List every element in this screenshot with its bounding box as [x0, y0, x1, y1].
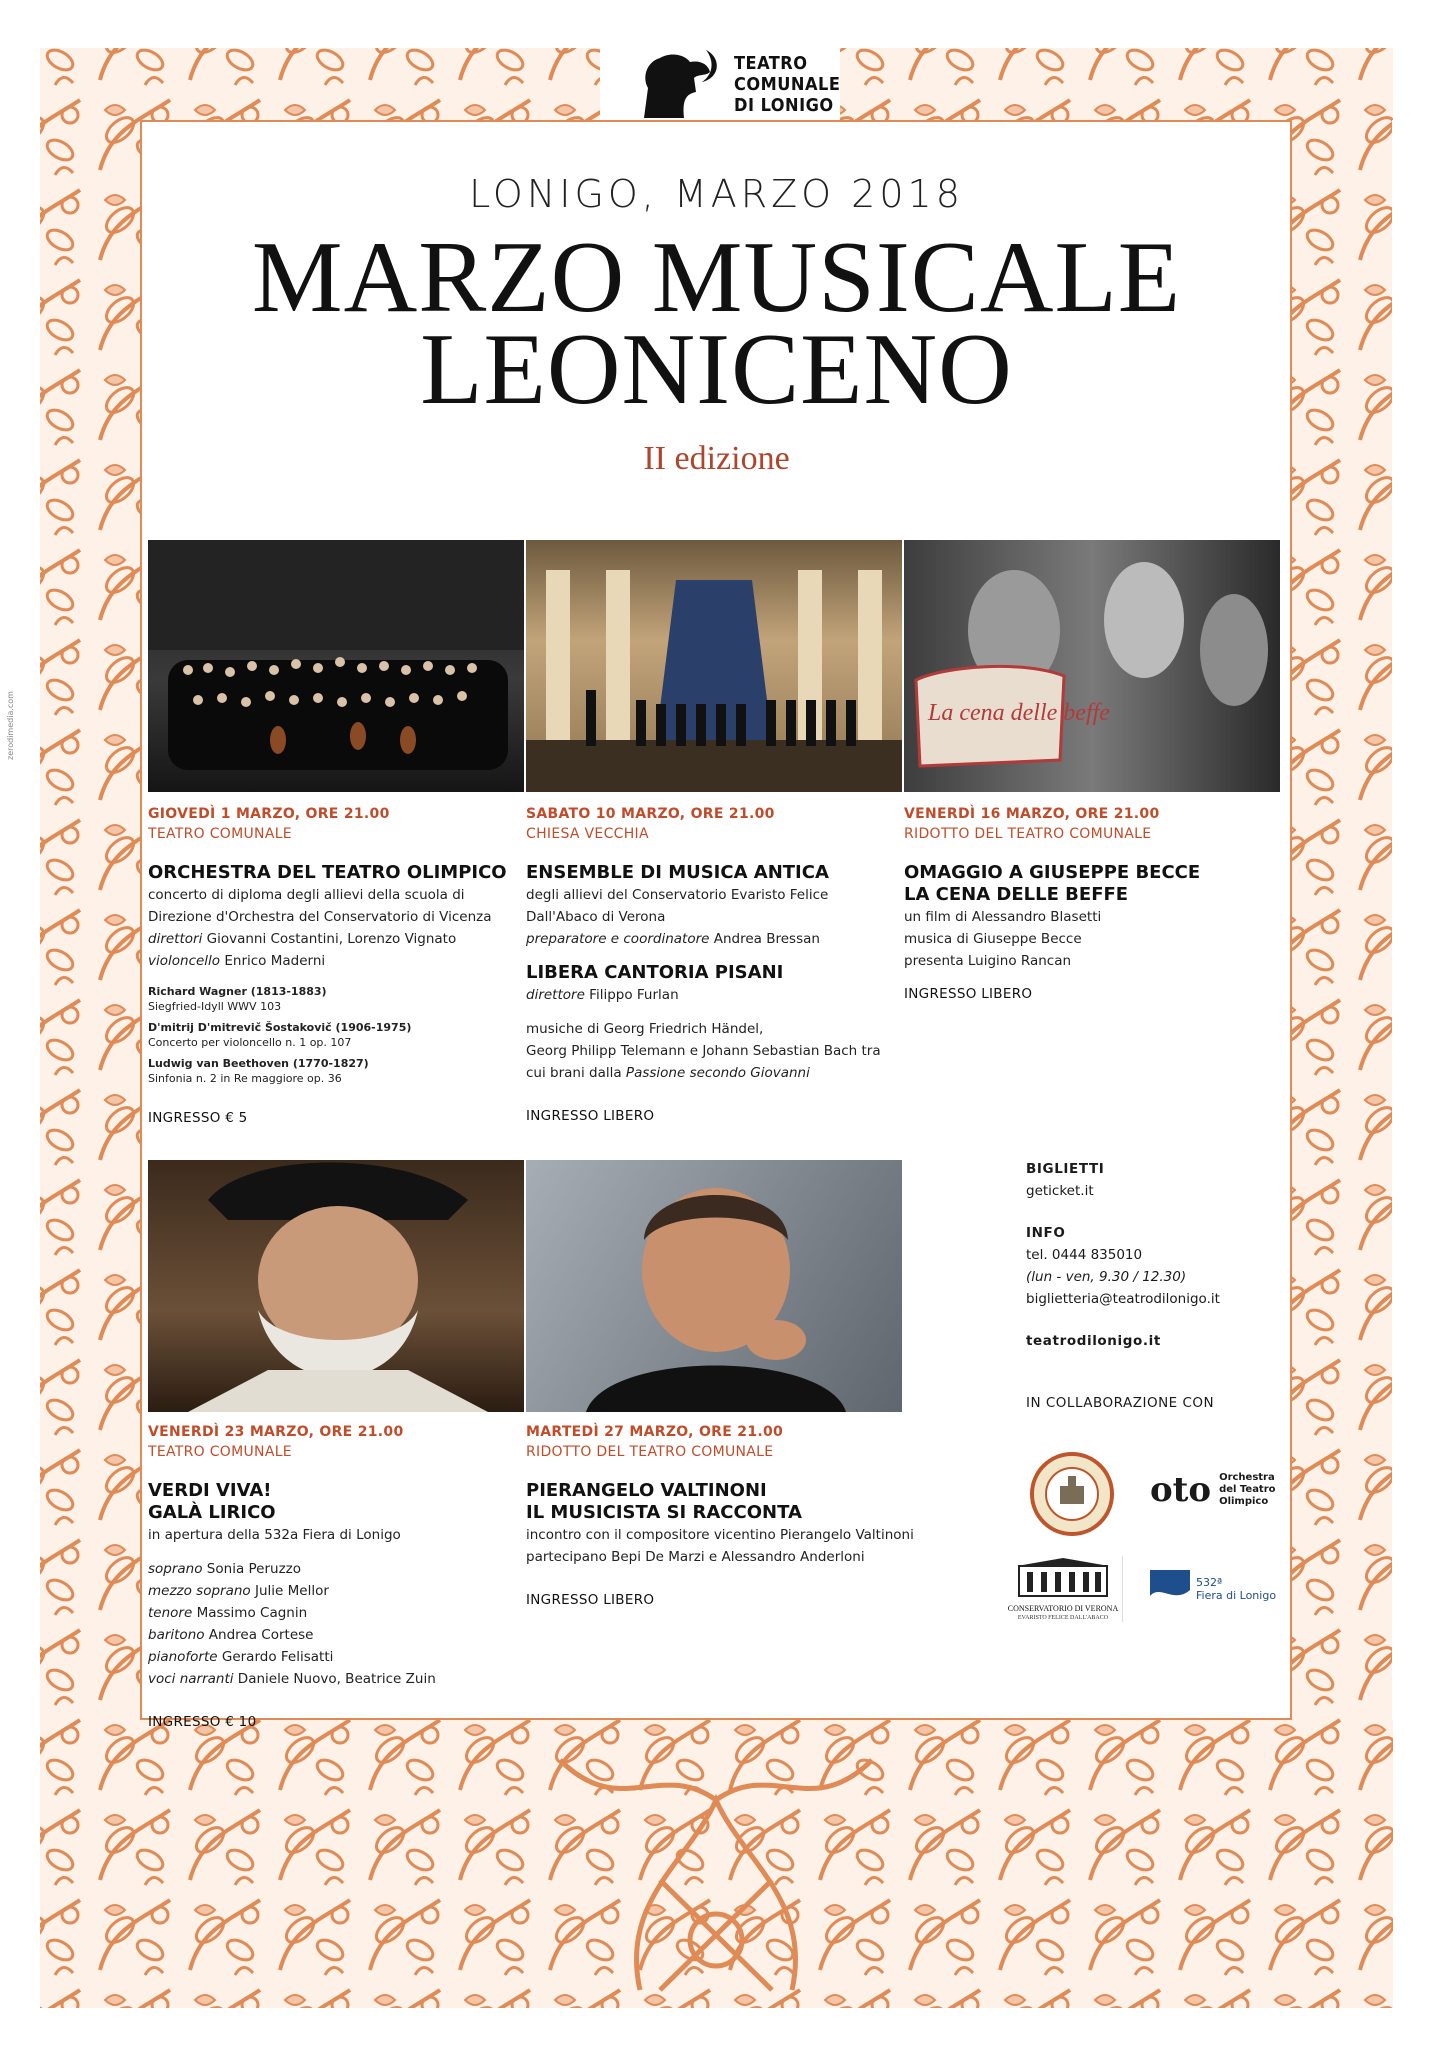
- cast-name: Gerardo Felisatti: [217, 1649, 334, 1665]
- title-line-1: MARZO MUSICALE: [251, 221, 1182, 334]
- cast-name: Julie Mellor: [250, 1583, 329, 1599]
- oto-line: del Teatro: [1219, 1484, 1276, 1495]
- info-sidebar: [1026, 1158, 1286, 1414]
- event-desc: concerto di diploma degli allievi della scuola di: [148, 887, 465, 903]
- logo-line-1: TEATRO: [734, 52, 808, 74]
- biglietti-label: BIGLIETTI: [1026, 1161, 1105, 1177]
- event-venue: TEATRO COMUNALE: [148, 1444, 292, 1460]
- event-desc: Dall'Abaco di Verona: [526, 909, 666, 925]
- event-title: LA CENA DELLE BEFFE: [904, 884, 1129, 905]
- music-line: Georg Philipp Telemann e Johann Sebastian Bach tra: [526, 1043, 881, 1059]
- subtitle: LONIGO, MARZO 2018: [469, 172, 964, 216]
- film-poster-photo: [904, 540, 1280, 792]
- website-link[interactable]: teatrodilonigo.it: [1026, 1333, 1161, 1349]
- fiera-lonigo-logo: [1150, 1570, 1276, 1608]
- fiera-line: 532ª: [1196, 1576, 1223, 1589]
- composer: Richard Wagner (1813-1883): [148, 985, 327, 998]
- event-date: MARTEDÌ 27 MARZO, ORE 21.00: [526, 1424, 784, 1440]
- event-title: VERDI VIVA!: [148, 1480, 272, 1501]
- event-ingresso: INGRESSO LIBERO: [526, 1108, 655, 1124]
- oto-line: Olimpico: [1219, 1496, 1269, 1507]
- edition: II edizione: [643, 440, 790, 477]
- event-title: ENSEMBLE DI MUSICA ANTICA: [526, 862, 829, 883]
- event-ingresso: INGRESSO LIBERO: [526, 1592, 655, 1608]
- event-date: GIOVEDÌ 1 MARZO, ORE 21.00: [148, 806, 390, 822]
- cast-role: voci narranti: [148, 1671, 234, 1687]
- music-line: cui brani dalla: [526, 1065, 626, 1081]
- oto-mark: oto: [1150, 1470, 1212, 1510]
- church-photo: [526, 540, 902, 792]
- verona-line: CONSERVATORIO DI VERONA: [1007, 1604, 1119, 1613]
- conservatorio-verona-logo: [1004, 1556, 1123, 1622]
- event-date: VENERDÌ 16 MARZO, ORE 21.00: [904, 806, 1160, 822]
- cast-role: baritono: [148, 1627, 205, 1643]
- event-card-1: [148, 806, 518, 1126]
- event-ingresso: INGRESSO LIBERO: [904, 986, 1033, 1002]
- event-title: ORCHESTRA DEL TEATRO OLIMPICO: [148, 862, 507, 883]
- event-title: IL MUSICISTA SI RACCONTA: [526, 1502, 802, 1523]
- event-desc: presenta Luigino Rancan: [904, 953, 1072, 969]
- event-ingresso: INGRESSO € 5: [148, 1110, 248, 1126]
- office-hours: (lun - ven, 9.30 / 12.30): [1026, 1269, 1187, 1285]
- event-ingresso: INGRESSO € 10: [148, 1714, 257, 1730]
- role-value: Filippo Furlan: [584, 987, 679, 1003]
- phone: tel. 0444 835010: [1026, 1247, 1143, 1263]
- music-line: musiche di Georg Friedrich Händel,: [526, 1021, 764, 1037]
- event-venue: CHIESA VECCHIA: [526, 826, 649, 842]
- cast-role: pianoforte: [148, 1649, 218, 1665]
- conservatorio-vicenza-seal-icon: [1030, 1452, 1114, 1536]
- poster-caption: La cena delle beffe: [928, 700, 1110, 726]
- event-venue: RIDOTTO DEL TEATRO COMUNALE: [904, 826, 1152, 842]
- oto-line: Orchestra: [1219, 1472, 1275, 1483]
- role-value: Enrico Maderni: [220, 953, 326, 969]
- logo-line-2: COMUNALE: [734, 73, 841, 95]
- event-title: OMAGGIO A GIUSEPPE BECCE: [904, 862, 1201, 883]
- collab-label: IN COLLABORAZIONE CON: [1026, 1395, 1215, 1411]
- role-value: Giovanni Costantini, Lorenzo Vignato: [202, 931, 457, 947]
- verdi-portrait: [148, 1160, 524, 1412]
- cast-role: mezzo soprano: [148, 1583, 251, 1599]
- role-label: direttori: [148, 931, 203, 947]
- cast-name: Massimo Cagnin: [192, 1605, 308, 1621]
- event-card-3: [904, 806, 1284, 1002]
- composer: D'mitrij D'mitrevič Šostakovič (1906-1975): [148, 1021, 412, 1034]
- role-label: preparatore e coordinatore: [526, 931, 710, 947]
- oto-logo: [1150, 1470, 1276, 1510]
- event-date: VENERDÌ 23 MARZO, ORE 21.00: [148, 1424, 404, 1440]
- credit: zerodimedia.com: [6, 691, 15, 760]
- event-card-4: [148, 1424, 528, 1730]
- orchestra-photo: [148, 540, 524, 792]
- theatre-logo: [636, 48, 840, 120]
- role-value: Andrea Bressan: [709, 931, 820, 947]
- work: Sinfonia n. 2 in Re maggiore op. 36: [148, 1072, 342, 1085]
- fiera-line: Fiera di Lonigo: [1196, 1589, 1277, 1602]
- building-icon: [1015, 1556, 1111, 1600]
- event-venue: RIDOTTO DEL TEATRO COMUNALE: [526, 1444, 774, 1460]
- composer: Ludwig van Beethoven (1770-1827): [148, 1057, 369, 1070]
- biglietti-link[interactable]: geticket.it: [1026, 1183, 1094, 1199]
- wave-icon: [1150, 1570, 1190, 1608]
- cast-name: Daniele Nuovo, Beatrice Zuin: [233, 1671, 436, 1687]
- event-title: GALÀ LIRICO: [148, 1502, 276, 1523]
- page-title: [0, 221, 1433, 426]
- cast-role: tenore: [148, 1605, 193, 1621]
- music-work: Passione secondo Giovanni: [625, 1065, 810, 1081]
- title-line-2: LEONICENO: [420, 313, 1013, 426]
- info-label: INFO: [1026, 1225, 1066, 1241]
- event-title-2: LIBERA CANTORIA PISANI: [526, 962, 784, 983]
- event-desc: Direzione d'Orchestra del Conservatorio di Vicenza: [148, 909, 492, 925]
- cast-name: Andrea Cortese: [204, 1627, 314, 1643]
- lion-logo-icon: [636, 48, 722, 120]
- event-desc: in apertura della 532a Fiera di Lonigo: [148, 1527, 401, 1543]
- valtinoni-portrait: [526, 1160, 902, 1412]
- event-desc: partecipano Bepi De Marzi e Alessandro Anderloni: [526, 1549, 865, 1565]
- verona-line: EVARISTO FELICE DALL'ABACO: [1017, 1615, 1109, 1621]
- event-card-5: [526, 1424, 946, 1608]
- role-label: direttore: [526, 987, 585, 1003]
- cast-role: soprano: [148, 1561, 203, 1577]
- event-title: PIERANGELO VALTINONI: [526, 1480, 767, 1501]
- event-desc: incontro con il compositore vicentino Pierangelo Valtinoni: [526, 1527, 914, 1543]
- event-card-2: [526, 806, 906, 1124]
- email-link[interactable]: biglietteria@teatrodilonigo.it: [1026, 1291, 1220, 1307]
- event-venue: TEATRO COMUNALE: [148, 826, 292, 842]
- event-desc: degli allievi del Conservatorio Evaristo Felice: [526, 887, 829, 903]
- event-date: SABATO 10 MARZO, ORE 21.00: [526, 806, 775, 822]
- role-label: violoncello: [148, 953, 221, 969]
- event-desc: un film di Alessandro Blasetti: [904, 909, 1102, 925]
- event-desc: musica di Giuseppe Becce: [904, 931, 1082, 947]
- cast-name: Sonia Peruzzo: [202, 1561, 302, 1577]
- logo-line-3: DI LONIGO: [734, 94, 834, 116]
- work: Concerto per violoncello n. 1 op. 107: [148, 1036, 352, 1049]
- work: Siegfried-Idyll WWV 103: [148, 1000, 282, 1013]
